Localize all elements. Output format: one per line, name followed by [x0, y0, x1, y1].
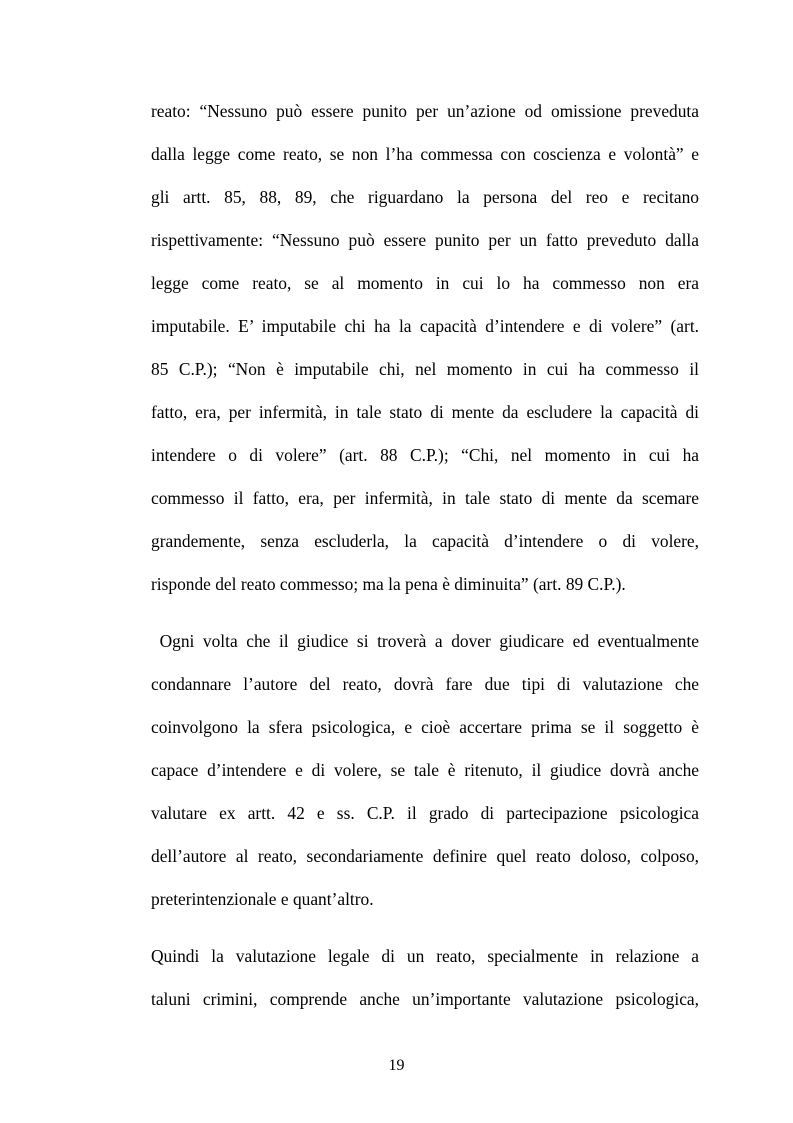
text-line: 85 C.P.); “Non è imputabile chi, nel momento in cui ha commesso il: [151, 359, 699, 379]
paragraph-2: [151, 620, 699, 921]
page-number: 19: [388, 1057, 405, 1074]
text-line: taluni crimini, comprende anche un’importante valutazione psicologica,: [151, 989, 699, 1009]
text-line: valutare ex artt. 42 e ss. C.P. il grado di partecipazione psicologica: [151, 803, 699, 823]
text-line: risponde del reato commesso; ma la pena è diminuita” (art. 89 C.P.).: [151, 574, 626, 594]
text-line: fatto, era, per infermità, in tale stato di mente da escludere la capacità di: [151, 402, 699, 422]
text-line: intendere o di volere” (art. 88 C.P.); “Chi, nel momento in cui ha: [151, 445, 699, 465]
paragraph-spacer: [151, 921, 699, 935]
text-line: dell’autore al reato, secondariamente definire quel reato doloso, colposo,: [151, 846, 699, 866]
text-line: Ogni volta che il giudice si troverà a dover giudicare ed eventualmente: [151, 631, 699, 651]
text-line: gli artt. 85, 88, 89, che riguardano la persona del reo e recitano: [151, 187, 699, 207]
text-line: condannare l’autore del reato, dovrà fare due tipi di valutazione che: [151, 674, 699, 694]
text-line: coinvolgono la sfera psicologica, e cioè accertare prima se il soggetto è: [151, 717, 699, 737]
paragraph-3: [151, 935, 699, 1021]
paragraph-spacer: [151, 606, 699, 620]
paragraph-1: [151, 90, 699, 606]
text-line: capace d’intendere e di volere, se tale è ritenuto, il giudice dovrà anche: [151, 760, 699, 780]
text-line: grandemente, senza escluderla, la capacità d’intendere o di volere,: [151, 531, 699, 551]
text-line: rispettivamente: “Nessuno può essere punito per un fatto preveduto dalla: [151, 230, 699, 250]
text-line: commesso il fatto, era, per infermità, in tale stato di mente da scemare: [151, 488, 699, 508]
text-line: dalla legge come reato, se non l’ha commessa con coscienza e volontà” e: [151, 144, 699, 164]
text-line: preterintenzionale e quant’altro.: [151, 889, 374, 909]
body-text: [151, 90, 699, 1021]
text-line: legge come reato, se al momento in cui lo ha commesso non era: [151, 273, 699, 293]
text-line: imputabile. E’ imputabile chi ha la capacità d’intendere e di volere” (art.: [151, 316, 699, 336]
text-line: reato: “Nessuno può essere punito per un’azione od omissione preveduta: [151, 101, 699, 121]
text-line: Quindi la valutazione legale di un reato, specialmente in relazione a: [151, 946, 699, 966]
